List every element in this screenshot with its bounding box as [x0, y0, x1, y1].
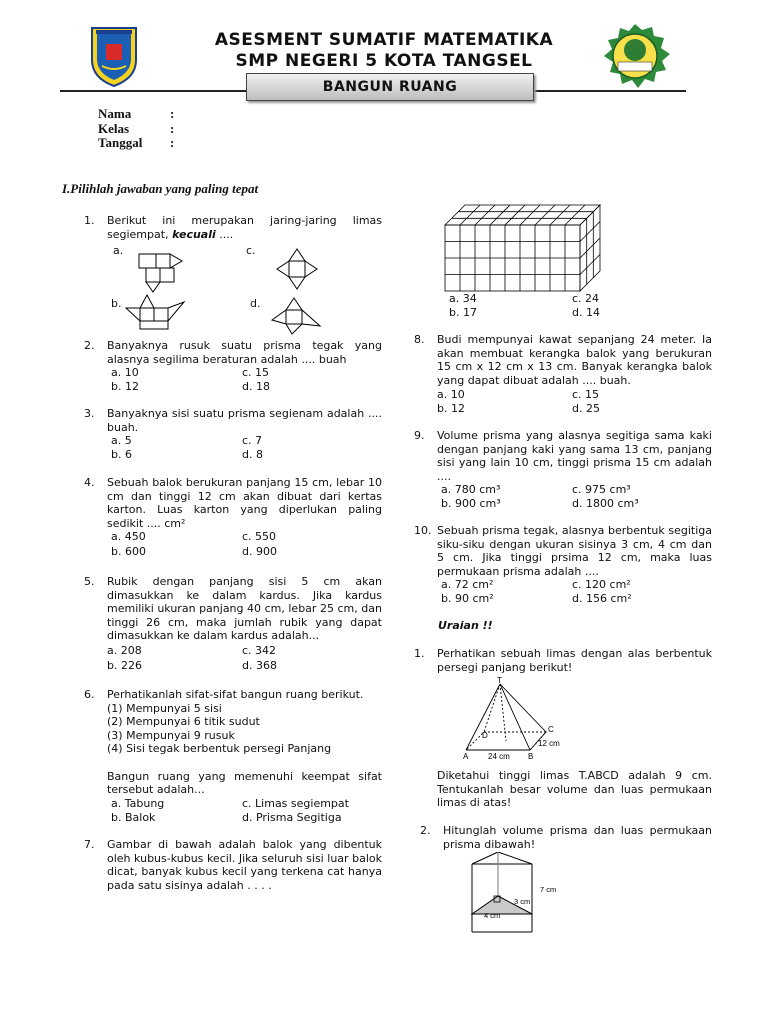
identity-row-kelas: Kelas : — [98, 120, 175, 136]
q3-option-b[interactable]: b. 6 — [111, 448, 132, 461]
q4-option-b[interactable]: b. 600 — [111, 545, 146, 558]
net-a-figure — [134, 250, 184, 294]
q6-option-b[interactable]: b. Balok — [111, 811, 156, 824]
q4-option-a[interactable]: a. 450 — [111, 530, 146, 543]
label-side-a: 3 cm — [514, 897, 531, 906]
q7-option-c[interactable]: c. 24 — [572, 292, 600, 305]
q2-option-b[interactable]: b. 12 — [111, 380, 139, 393]
label-width: 12 cm — [538, 739, 560, 748]
banner — [246, 73, 534, 101]
q7-option-d[interactable]: d. 14 — [572, 306, 600, 319]
pyramid-figure — [460, 676, 570, 762]
q9-option-a[interactable]: a. 780 cm³ — [441, 483, 501, 496]
header-title-2: SMP NEGERI 5 KOTA TANGSEL — [235, 51, 533, 71]
label-length: 24 cm — [488, 752, 510, 761]
identity-block — [98, 107, 174, 151]
q6-option-a[interactable]: a. Tabung — [111, 797, 165, 810]
q5-option-a[interactable]: a. 208 — [107, 644, 142, 657]
question-2: 2. Banyaknya rusuk suatu prisma tegak yang alasnya segilima beraturan adalah .... buah — [84, 339, 382, 366]
identity-row-tanggal: Tanggal : — [98, 135, 175, 150]
q6-option-d[interactable]: d. Prisma Segitiga — [242, 811, 342, 824]
q10-option-a[interactable]: a. 72 cm² — [441, 578, 494, 591]
q10-option-b[interactable]: b. 90 cm² — [441, 592, 494, 605]
q9-option-b[interactable]: b. 900 cm³ — [441, 497, 501, 510]
header-title-1: ASESMENT SUMATIF MATEMATIKA — [214, 30, 554, 50]
question-number: 1. — [84, 214, 95, 227]
q2-option-a[interactable]: a. 10 — [111, 366, 139, 379]
q9-option-d[interactable]: d. 1800 cm³ — [572, 497, 639, 510]
label-height: 7 cm — [540, 885, 557, 894]
label-D: D — [482, 731, 488, 740]
question-7: 7. Gambar di bawah adalah balok yang dibentuk oleh kubus-kubus kecil. Jika seluruh sisi luar balok dicat, banyak kubus kecil yang terkena cat hanya pada satu sisinya adalah . . . . — [84, 838, 382, 892]
q3-option-d[interactable]: d. 8 — [242, 448, 263, 461]
identity-row-nama: Nama : — [98, 106, 175, 121]
question-10: 10. Sebuah prisma tegak, alasnya berbentuk segitiga siku-siku dengan ukuran sisinya 3 cm, 4 cm dan 5 cm. Jika tinggi prsima 12 cm, maka luas permukaan prisma adalah .... — [414, 524, 712, 578]
label-side-b: 4 cm — [484, 911, 501, 920]
essay-question-2: 2. Hitunglah volume prisma dan luas permukaan prisma dibawah! — [420, 824, 712, 851]
q8-option-b[interactable]: b. 12 — [437, 402, 465, 415]
q7-option-b[interactable]: b. 17 — [449, 306, 477, 319]
q5-option-d[interactable]: d. 368 — [242, 659, 277, 672]
question-6: 6. Perhatikanlah sifat-sifat bangun ruang berikut. (1) Mempunyai 5 sisi (2) Mempunyai 6 titik sudut (3) Mempunyai 9 rusuk (4) Sisi tegak berbentuk persegi Panjang Bangun ruang yang memenuhi keempat sifat tersebut adalah... — [84, 688, 382, 797]
net-d-figure — [268, 296, 324, 336]
question-text: Berikut ini merupakan jaring-jaring limas segiempat, kecuali .... — [107, 214, 382, 241]
q8-option-d[interactable]: d. 25 — [572, 402, 600, 415]
cube-block-figure — [440, 203, 606, 293]
section-title: I.Pilihlah jawaban yang paling tepat — [62, 181, 259, 196]
q8-option-c[interactable]: c. 15 — [572, 388, 600, 401]
question-5: 5. Rubik dengan panjang sisi 5 cm akan dimasukkan ke dalam kardus. Jika kardus memiliki ukuran panjang 40 cm, lebar 25 cm, dan tinggi 26 cm, maka jumlah rubik yang dapat dimasukkan ke dalam kardus adalah... — [84, 575, 382, 643]
question-9: 9. Volume prisma yang alasnya segitiga sama kaki dengan panjang kaki yang sama 13 cm, panjang sisi yang lain 10 cm, tinggi prisma 15 cm adalah .... — [414, 429, 712, 483]
question-3: 3. Banyaknya sisi suatu prisma segienam adalah .... buah. — [84, 407, 382, 434]
q10-option-d[interactable]: d. 156 cm² — [572, 592, 632, 605]
essay-question-1-detail: Diketahui tinggi limas T.ABCD adalah 9 cm. Tentukanlah besar volume dan luas permukaan limas di atas! — [437, 769, 712, 810]
q6-option-c[interactable]: c. Limas segiempat — [242, 797, 349, 810]
q5-option-c[interactable]: c. 342 — [242, 644, 277, 657]
q3-option-a[interactable]: a. 5 — [111, 434, 132, 447]
q1-option-d[interactable]: d. — [250, 297, 261, 310]
banner-text: BANGUN RUANG — [322, 79, 458, 95]
label-A: A — [463, 752, 469, 761]
q2-option-c[interactable]: c. 15 — [242, 366, 270, 379]
q7-option-a[interactable]: a. 34 — [449, 292, 477, 305]
q2-option-d[interactable]: d. 18 — [242, 380, 270, 393]
question-1 — [84, 214, 382, 244]
question-8: 8. Budi mempunyai kawat sepanjang 24 meter. Ia akan membuat kerangka balok yang berukuran 15 cm x 12 cm x 13 cm. Banyak kerangka balok yang dapat dibuat adalah .... buah. — [414, 333, 712, 387]
q4-option-d[interactable]: d. 900 — [242, 545, 277, 558]
q4-option-c[interactable]: c. 550 — [242, 530, 277, 543]
prism-figure — [462, 852, 570, 938]
q10-option-c[interactable]: c. 120 cm² — [572, 578, 631, 591]
label-B: B — [528, 752, 534, 761]
q1-option-b[interactable]: b. — [111, 297, 122, 310]
q5-option-b[interactable]: b. 226 — [107, 659, 142, 672]
label-T: T — [497, 676, 502, 685]
net-c-figure — [275, 247, 319, 291]
q1-option-a[interactable]: a. — [113, 244, 124, 257]
q9-option-c[interactable]: c. 975 cm³ — [572, 483, 631, 496]
net-b-figure — [124, 292, 186, 332]
q8-option-a[interactable]: a. 10 — [437, 388, 465, 401]
question-4: 4. Sebuah balok berukuran panjang 15 cm, lebar 10 cm dan tinggi 12 cm akan dibuat dari kertas karton. Luas karton yang diperlukan paling sedikit .... cm² — [84, 476, 382, 530]
uraian-title: Uraian !! — [438, 619, 493, 632]
q1-option-c[interactable]: c. — [246, 244, 256, 257]
label-C: C — [548, 725, 554, 734]
essay-question-1: 1. Perhatikan sebuah limas dengan alas berbentuk persegi panjang berikut! — [414, 647, 712, 674]
q3-option-c[interactable]: c. 7 — [242, 434, 263, 447]
